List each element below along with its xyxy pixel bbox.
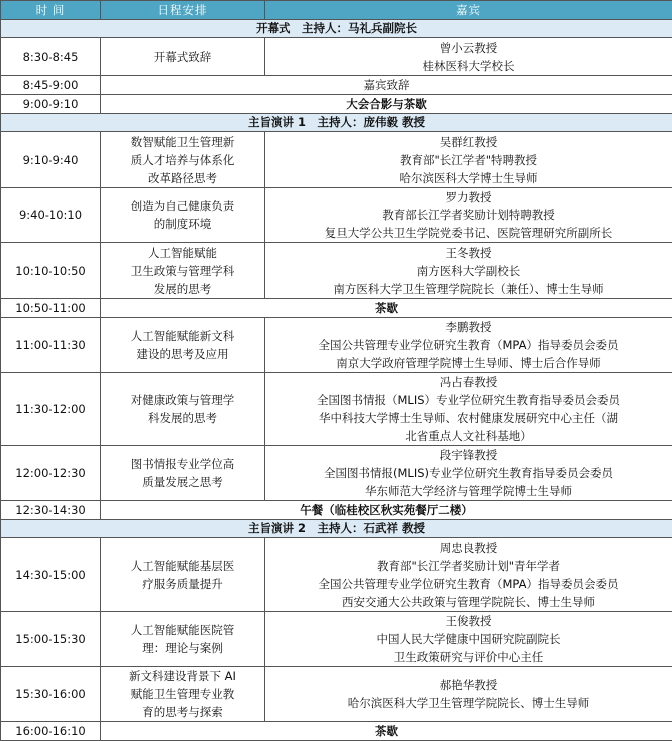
guest-title-line: 华中科技大学博士生导师、农村健康发展研究中心主任（湖 [269, 409, 668, 427]
guest-name: 罗力教授 [269, 188, 668, 206]
guest-name: 段宇锋教授 [269, 446, 668, 464]
break-label: 茶歇 [101, 299, 672, 318]
topic-line: 疗服务质量提升 [105, 575, 260, 593]
time-cell: 8:45-9:00 [1, 76, 101, 95]
time-cell: 16:00-16:10 [1, 722, 101, 741]
break-row [1, 299, 672, 318]
time-cell: 12:30-14:30 [1, 501, 101, 520]
topic-line: 对健康政策与管理学 [105, 391, 260, 409]
guest-title-line: 北省重点人文社科基地） [269, 427, 668, 445]
topic-line: 开幕式致辞 [105, 48, 260, 66]
guest-name: 王冬教授 [269, 244, 668, 262]
session-row [1, 667, 672, 722]
topic-cell [101, 38, 265, 76]
topic-line: 质人才培养与体系化 [105, 151, 260, 169]
time-cell: 9:40-10:10 [1, 188, 101, 243]
guest-cell [265, 318, 672, 373]
topic-line: 卫生政策与管理学科 [105, 262, 260, 280]
guest-title-line: 卫生政策研究与评价中心主任 [269, 648, 668, 666]
guest-title-line: 华东师范大学经济与管理学院博士生导师 [269, 482, 668, 500]
topic-line: 理：理论与案例 [105, 639, 260, 657]
time-cell: 11:30-12:00 [1, 373, 101, 446]
time-cell: 14:30-15:00 [1, 538, 101, 612]
guest-title-line: 哈尔滨医科大学博士生导师 [269, 169, 668, 187]
topic-line: 人工智能赋能基层医 [105, 557, 260, 575]
topic-line: 数智赋能卫生管理新 [105, 133, 260, 151]
topic-line: 建设的思考及应用 [105, 345, 260, 363]
topic-line: 改革路径思考 [105, 169, 260, 187]
guest-title-line: 全国公共管理专业学位研究生教育（MPA）指导委员会委员 [269, 575, 668, 593]
guest-cell [265, 612, 672, 667]
guest-title-line: 教育部"长江学者"特聘教授 [269, 151, 668, 169]
guest-cell [265, 243, 672, 299]
guest-name: 吴群红教授 [269, 133, 668, 151]
topic-line: 发展的思考 [105, 280, 260, 298]
section-row [1, 114, 672, 132]
time-cell: 12:00-12:30 [1, 446, 101, 501]
session-row [1, 446, 672, 501]
guest-name: 曾小云教授 [269, 39, 668, 57]
time-cell: 15:00-15:30 [1, 612, 101, 667]
section-row [1, 20, 672, 38]
topic-line: 的制度环境 [105, 215, 260, 233]
guest-title-line: 教育部长江学者奖励计划特聘教授 [269, 206, 668, 224]
guest-cell [265, 38, 672, 76]
topic-cell [101, 373, 265, 446]
break-row [1, 722, 672, 741]
session-row [1, 538, 672, 612]
time-cell: 9:10-9:40 [1, 132, 101, 188]
guest-name: 冯占春教授 [269, 373, 668, 391]
topic-line: 人工智能赋能 [105, 244, 260, 262]
session-row [1, 318, 672, 373]
session-row [1, 612, 672, 667]
header-time: 时 间 [1, 1, 101, 20]
section-row [1, 520, 672, 538]
time-cell: 9:00-9:10 [1, 95, 101, 114]
guest-title-line: 南方医科大学副校长 [269, 262, 668, 280]
guest-cell [265, 667, 672, 722]
guest-title-line: 全国公共管理专业学位研究生教育（MPA）指导委员会委员 [269, 336, 668, 354]
break-label: 大会合影与茶歇 [101, 95, 672, 114]
guest-title-line: 南方医科大学卫生管理学院院长（兼任）、博士生导师 [269, 280, 668, 298]
topic-line: 科发展的思考 [105, 409, 260, 427]
break-row [1, 95, 672, 114]
session-row [1, 373, 672, 446]
break-label: 嘉宾致辞 [101, 76, 672, 95]
guest-title-line: 桂林医科大学校长 [269, 57, 668, 75]
guest-name: 郝艳华教授 [269, 676, 668, 694]
session-row [1, 243, 672, 299]
guest-title-line: 西安交通大公共政策与管理学院院长、博士生导师 [269, 593, 668, 611]
guest-name: 王俊教授 [269, 612, 668, 630]
schedule-body [1, 20, 672, 741]
break-row [1, 76, 672, 95]
break-row [1, 501, 672, 520]
topic-cell [101, 538, 265, 612]
topic-cell [101, 243, 265, 299]
guest-cell [265, 446, 672, 501]
time-cell: 10:50-11:00 [1, 299, 101, 318]
topic-line: 人工智能赋能医院管 [105, 621, 260, 639]
header-agenda: 日程安排 [101, 1, 265, 20]
guest-title-line: 南京大学政府管理学院博士生导师、博士后合作导师 [269, 354, 668, 372]
topic-line: 赋能卫生管理专业教 [105, 685, 260, 703]
time-cell: 11:00-11:30 [1, 318, 101, 373]
topic-cell [101, 446, 265, 501]
guest-cell [265, 188, 672, 243]
topic-line: 质量发展之思考 [105, 473, 260, 491]
guest-title-line: 全国图书情报(MLIS)专业学位研究生教育指导委员会委员 [269, 464, 668, 482]
guest-cell [265, 373, 672, 446]
time-cell: 10:10-10:50 [1, 243, 101, 299]
guest-name: 李鹏教授 [269, 318, 668, 336]
topic-cell [101, 318, 265, 373]
guest-cell [265, 538, 672, 612]
guest-title-line: 哈尔滨医科大学卫生管理学院院长、博士生导师 [269, 694, 668, 712]
guest-title-line: 全国图书情报（MLIS）专业学位研究生教育指导委员会委员 [269, 391, 668, 409]
section-title: 主旨演讲 1 主持人：庞伟毅 教授 [1, 114, 672, 132]
session-row [1, 188, 672, 243]
guest-name: 周忠良教授 [269, 539, 668, 557]
break-label: 茶歇 [101, 722, 672, 741]
header-guest: 嘉宾 [265, 1, 672, 20]
guest-title-line: 复旦大学公共卫生学院党委书记、医院管理研究所副所长 [269, 224, 668, 242]
topic-line: 育的思考与探索 [105, 703, 260, 721]
topic-cell [101, 612, 265, 667]
guest-title-line: 中国人民大学健康中国研究院副院长 [269, 630, 668, 648]
guest-title-line: 教育部"长江学者奖励计划"青年学者 [269, 557, 668, 575]
section-title: 主旨演讲 2 主持人：石武祥 教授 [1, 520, 672, 538]
section-title: 开幕式 主持人：马礼兵副院长 [1, 20, 672, 38]
time-cell: 8:30-8:45 [1, 38, 101, 76]
topic-line: 新文科建设背景下 AI [105, 667, 260, 685]
time-cell: 15:30-16:00 [1, 667, 101, 722]
topic-cell [101, 667, 265, 722]
guest-cell [265, 132, 672, 188]
topic-cell [101, 188, 265, 243]
topic-line: 创造为自己健康负责 [105, 197, 260, 215]
topic-line: 图书情报专业学位高 [105, 455, 260, 473]
header-row [1, 1, 672, 20]
topic-line: 人工智能赋能新文科 [105, 327, 260, 345]
session-row [1, 38, 672, 76]
break-label: 午餐（临桂校区秋实苑餐厅二楼） [101, 501, 672, 520]
topic-cell [101, 132, 265, 188]
session-row [1, 132, 672, 188]
